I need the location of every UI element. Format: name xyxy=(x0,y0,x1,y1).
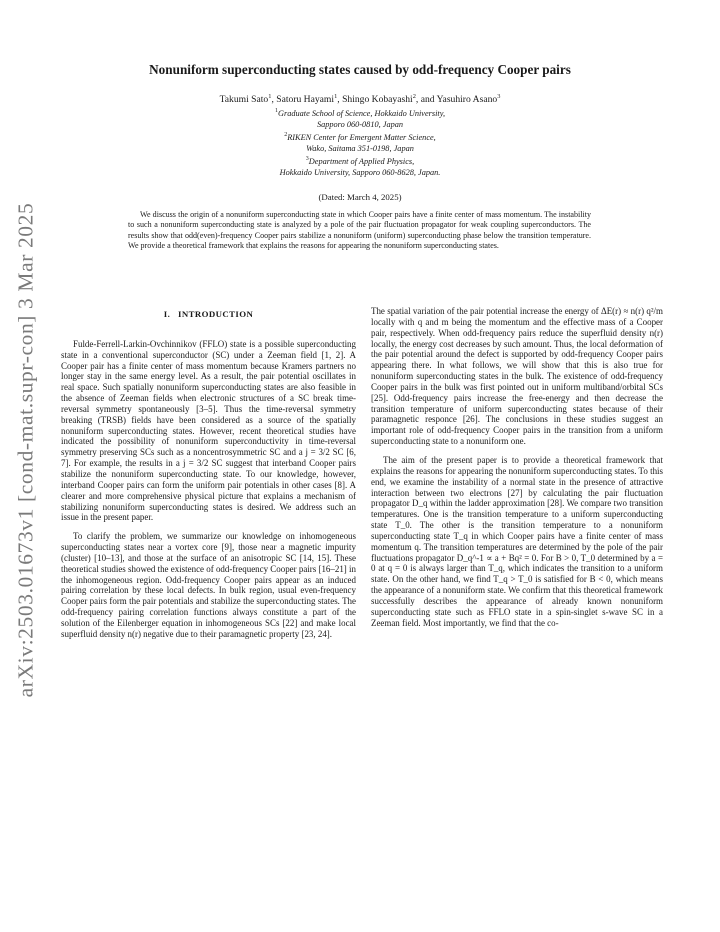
author-affil-mark: 2 xyxy=(412,93,416,100)
affil-line: RIKEN Center for Emergent Matter Science, xyxy=(287,133,436,143)
affiliation xyxy=(0,154,720,178)
author-affil-mark: 1 xyxy=(268,93,272,100)
body-paragraph: Fulde-Ferrell-Larkin-Ovchinnikov (FFLO) state is a possible superconducting state in a conventional superconductor (SC) under a Zeeman field [1, 2]. A Cooper pair has a finite center of mass momentum because Kramers partners no longer stay in the same energy level. As a result, the pair potential oscillates in real space. Such spatially nonuniform superconducting states are also feasible in the absence of Zeeman fields when electronic structures of a SC break time-reversal symmetry spontaneously [3–5]. Thus the time-reversal symmetry breaking (TRSB) fields have been considered as a source of the spatially nonuniform superconducting states. However, recent theoretical studies have indicated the possibility of nonuniform superconductivity in time-reversal symmetry preserving SCs such as a noncentrosymmetric SC and a j = 3/2 SC [6, 7]. For example, the results in a j = 3/2 SC suggest that interband Cooper pairs stabilize the nonuniform superconducting state. To our knowledge, however, interband Cooper pairs can form the uniform pair potentials in other cases [8]. A clearer and more comprehensive physical picture that explains a mechanism of stabilizing nonuniform superconducting states is desired. We address such an issue in the present paper. xyxy=(61,338,356,523)
paper-title: Nonuniform superconducting states caused by odd-frequency Cooper pairs xyxy=(149,62,571,77)
affiliation xyxy=(0,130,720,154)
author-list: Takumi Sato$^1$, Satoru Hayami$^1$, Shingo Kobayashi$^2$, and Yasuhiro Asano$^3$ xyxy=(219,93,501,106)
affil-line: Wako, Saitama 351-0198, Japan xyxy=(306,143,414,153)
author-block xyxy=(0,91,720,178)
author-affil-mark: 3 xyxy=(497,93,501,100)
section-heading xyxy=(61,309,356,320)
author-affil-mark: 1 xyxy=(334,93,338,100)
affil-line: Sapporo 060-0810, Japan xyxy=(316,119,404,129)
date-line: (Dated: March 4, 2025) xyxy=(318,192,402,202)
section-number: I. xyxy=(163,309,171,319)
author-name: Satoru Hayami xyxy=(276,94,335,106)
body-paragraph: The spatial variation of the pair potential increase the energy of ΔE(r) ≈ n(r) q²/m locally with q and m being the momentum and the effective mass of a Cooper pair, respectively. When odd-frequency pairs reduce the superfluid density n(r) locally, the energy cost decreases by such amount. Thus, the local deformation of the pair potential around the defect is supported by odd-frequency Cooper pairs appearing there. In what follows, we will show that this is also true for nonuniform superconducting states in the bulk. The existence of odd-frequency Cooper pairs in the bulk was first pointed out in uniform multiband/orbital SCs [25]. Odd-frequency pairs increase the free-energy and then decrease the transition temperature of uniform superconducting states because of their paramagnetic responce [26]. The conclusions in these studies suggest an important role of odd-frequency Cooper pairs in the transition from a uniform superconducting state to a nonuniform one. xyxy=(371,306,663,447)
author-name: Takumi Sato xyxy=(219,94,269,106)
section-title: INTRODUCTION xyxy=(178,309,254,319)
author-name: Yasuhiro Asano xyxy=(436,94,498,106)
body-paragraph: To clarify the problem, we summarize our knowledge on inhomogeneous superconducting states near a vortex core [9], those near a magnetic impurity (cluster) [10–13], and those at the surface of an anisotropic SC [14, 15]. These theoretical studies showed the existence of odd-frequency Cooper pairs [16–21] in the inhomogeneous region. Odd-frequency Cooper pairs appear as an induced pairing correlation by these local defects. In bulk region, usual even-frequency Cooper pairs form the pair potentials and stabilize the superconducting states. The odd-frequency pairing correlation functions always constitute a part of the solution of the Eilenberger equation in inhomogeneous SCs [22] and make local superfluid density n(r) negative due to their paramagnetic property [23, 24]. xyxy=(61,531,356,639)
affil-line: Graduate School of Science, Hokkaido University, xyxy=(277,109,446,119)
left-column xyxy=(61,306,356,640)
affiliation xyxy=(0,106,720,130)
affil-mark: 3 xyxy=(305,156,309,163)
affil-line: Department of Applied Physics, xyxy=(308,157,415,167)
right-column xyxy=(371,306,663,628)
affil-mark: 1 xyxy=(274,108,278,115)
arxiv-identifier-text: arXiv:2503.01673v1 [cond-mat.supr-con] 3 Mar 2025 xyxy=(13,202,38,698)
abstract: We discuss the origin of a nonuniform superconducting state in which Cooper pairs have a finite center of mass momentum. The instability to such a nonuniform superconducting state is analyzed by a pole of the pair fluctuation propagator for weak coupling superconductors. The results show that odd(even)-frequency Cooper pairs stabilize a nonuniform (uniform) superconducting phase below the transition temperature. We provide a theoretical framework that explains the reasons for appearing the nonuniform superconducting states. xyxy=(128,210,591,250)
affil-mark: 2 xyxy=(284,132,288,139)
author-name: Shingo Kobayashi xyxy=(342,94,413,106)
body-paragraph: The aim of the present paper is to provide a theoretical framework that explains the reasons for appearing the nonuniform superconducting states. To this end, we examine the instability of a normal state in the presence of attractive interaction between two electrons [27] by calculating the pair fluctuation propagator D_q within the ladder approximation [28]. We compare two transition temperatures. One is the transition temperature to a uniform superconducting state T_0. The other is the transition temperature to a nonuniform superconducting state T_q in which Cooper pairs have a finite center of mass momentum q. The transition temperatures are determined by the pole of the pair fluctuations propagator D_q^-1 ∝ a + Bq² = 0. For B > 0, T_0 determined by a = 0 at q = 0 is always larger than T_q, which indicates the transition to a uniform state. On the other hand, we find T_q > T_0 is satisfied for B < 0, which means the appearance of a nonuniform state. We confirm that this theoretical framework successfully describes the appearance of already known nonuniform superconducting state such as FFLO state in a spin-singlet s-wave SC in a Zeeman field. Most importantly, we find that the co- xyxy=(371,454,663,628)
affil-line: Hokkaido University, Sapporo 060-8628, Japan. xyxy=(279,167,441,177)
arxiv-identifier xyxy=(6,170,46,730)
